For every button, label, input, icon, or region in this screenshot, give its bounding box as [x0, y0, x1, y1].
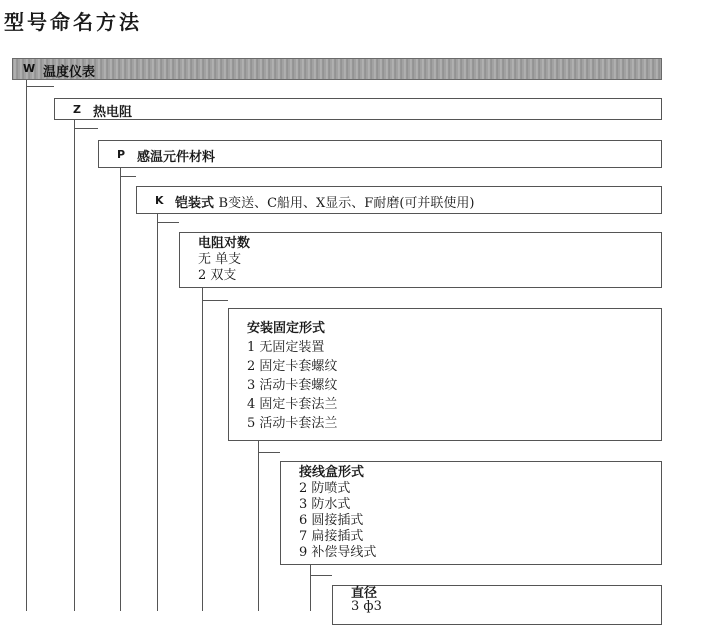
- connector-line-w-h: [26, 86, 54, 87]
- connector-line-junction-h: [310, 575, 332, 576]
- connector-line-z: [74, 120, 75, 611]
- k-label-text: 铠装式: [175, 196, 215, 211]
- p-code-box: [98, 140, 662, 168]
- connector-line-junction: [310, 565, 311, 611]
- junction-heading: 接线盒形式: [299, 465, 365, 480]
- list-item: 1 无固定装置: [247, 340, 325, 355]
- k-label: [175, 192, 474, 211]
- connector-line-z-h: [74, 128, 98, 129]
- list-item: 2 固定卡套螺纹: [247, 359, 338, 374]
- diameter-list: [351, 587, 382, 613]
- connector-line-k-h: [157, 222, 179, 223]
- list-item: 3 ф3: [351, 599, 382, 614]
- z-code: Z: [73, 103, 81, 116]
- list-item: 6 圆接插式: [299, 513, 364, 528]
- mounting-box: [228, 308, 662, 441]
- p-label: 感温元件材料: [137, 150, 216, 165]
- k-code: K: [155, 194, 164, 207]
- p-code: P: [117, 148, 126, 161]
- list-item: 2 双支: [198, 268, 237, 283]
- resistance-pairs-heading: 电阻对数: [198, 236, 251, 251]
- connector-line-p-h: [120, 176, 136, 177]
- list-item: 2 防喷式: [299, 481, 351, 496]
- mounting-heading: 安装固定形式: [247, 321, 326, 336]
- w-code: W: [23, 62, 36, 75]
- list-item: 7 扁接插式: [299, 529, 364, 544]
- connector-line-mounting: [258, 441, 259, 611]
- junction-list: [299, 465, 376, 561]
- junction-box: [280, 461, 662, 565]
- list-item: 5 活动卡套法兰: [247, 416, 338, 431]
- connector-line-p: [120, 168, 121, 611]
- diameter-heading: 直径: [351, 586, 378, 601]
- w-code-row: [12, 58, 662, 80]
- connector-line-mounting-h: [258, 452, 280, 453]
- mounting-list: [247, 319, 337, 433]
- connector-line-k: [157, 214, 158, 611]
- list-item: 3 活动卡套螺纹: [247, 378, 338, 393]
- page-title: 型号命名方法: [4, 10, 142, 34]
- diameter-box: [332, 585, 662, 625]
- resistance-pairs-list: [198, 236, 250, 284]
- z-label: 热电阻: [93, 105, 133, 120]
- w-label: 温度仪表: [43, 65, 96, 80]
- connector-line-pairs-h: [202, 300, 228, 301]
- z-code-box: [54, 98, 662, 120]
- k-note: B变送、C船用、X显示、F耐磨(可并联使用): [218, 196, 475, 211]
- list-item: 4 固定卡套法兰: [247, 397, 338, 412]
- connector-line-pairs: [202, 288, 203, 611]
- list-item: 无 单支: [198, 252, 242, 267]
- resistance-pairs-box: [179, 232, 662, 288]
- list-item: 9 补偿导线式: [299, 545, 377, 560]
- list-item: 3 防水式: [299, 497, 351, 512]
- connector-line-w: [26, 80, 27, 611]
- k-code-box: [136, 186, 662, 214]
